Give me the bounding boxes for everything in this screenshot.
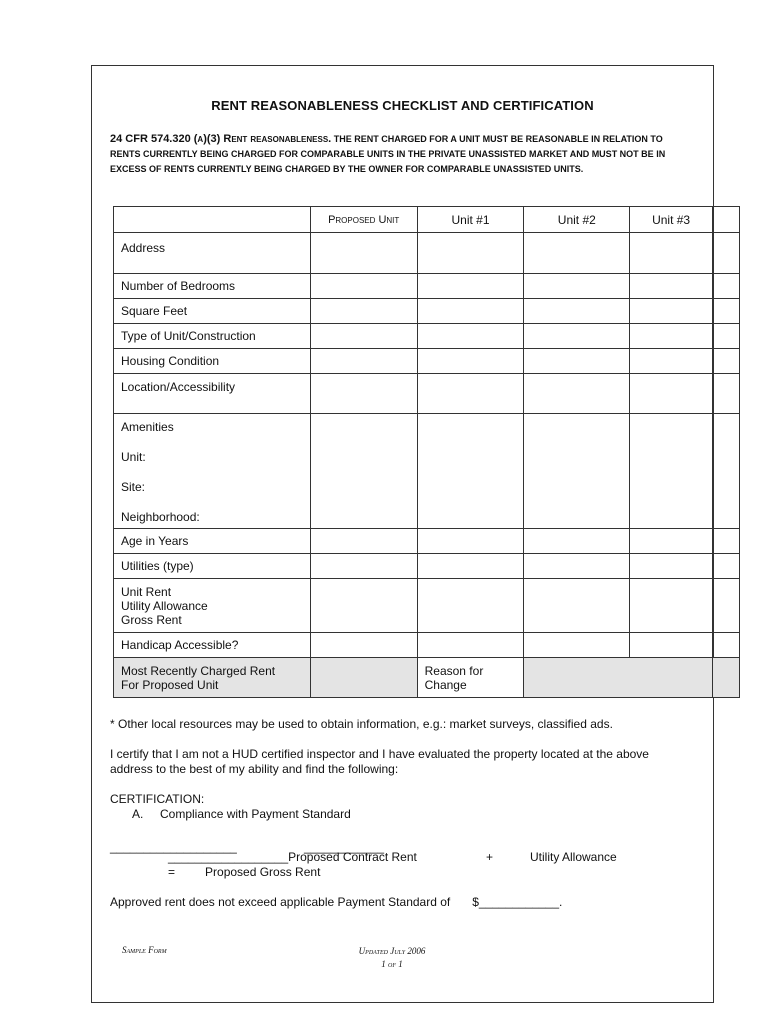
cfr-text: THE RENT CHARGED FOR A UNIT MUST BE REASONABLE IN RELATION TO RENTS CURRENTLY BEING CHARGED FOR COMPARABLE UNITS IN THE PRIVATE UNASSISTED MARKET AND MUST NOT BE IN EXCESS OF RENTS CURRENTLY BEING CHARGED BY THE OWNER FOR COMPARABLE UNASSISTED UNITS. [110, 134, 666, 174]
cell-input[interactable] [630, 633, 713, 658]
cell-extra [713, 579, 740, 633]
cell-input[interactable] [630, 299, 713, 324]
row-label-age: Age in Years [114, 529, 311, 554]
cell-input[interactable] [310, 414, 417, 529]
cell-input[interactable] [524, 274, 630, 299]
cell-input[interactable] [524, 324, 630, 349]
table-row [114, 579, 740, 633]
form-page [91, 65, 714, 1003]
cell-input[interactable] [417, 579, 524, 633]
amenities-unit-label: Unit: [121, 450, 146, 464]
amenities-label: Amenities [121, 420, 174, 434]
table-row [114, 554, 740, 579]
cell-input[interactable] [417, 274, 524, 299]
reason-for-change-label [417, 658, 524, 698]
header-cell-blank [114, 207, 311, 233]
table-row [114, 233, 740, 274]
cell-input[interactable] [524, 554, 630, 579]
table-header-row [114, 207, 740, 233]
cell-input[interactable] [310, 233, 417, 274]
row-label-handicap: Handicap Accessible? [114, 633, 311, 658]
cell-input[interactable] [310, 529, 417, 554]
cfr-citation: 24 CFR 574.320 (a)(3) Rent reasonableness. [110, 133, 332, 145]
cell-input[interactable] [417, 633, 524, 658]
reason-label-2: Change [424, 677, 467, 692]
table-row [114, 324, 740, 349]
comparison-table [113, 206, 740, 698]
cell-input[interactable] [310, 579, 417, 633]
resources-note: * Other local resources may be used to obtain information, e.g.: market surveys, classified ads. [110, 717, 613, 731]
cell-input[interactable] [524, 374, 630, 414]
certification-item-a: A. Compliance with Payment Standard [132, 807, 351, 821]
reason-input[interactable] [524, 658, 713, 698]
table-row [114, 633, 740, 658]
cell-input[interactable] [310, 554, 417, 579]
contract-rent-label: __________________Proposed Contract Rent [168, 850, 417, 864]
recent-rent-label-2: For Proposed Unit [121, 677, 219, 692]
plus-sign: + [486, 850, 494, 864]
table-row [114, 658, 740, 698]
cell-input[interactable] [630, 274, 713, 299]
certification-heading: CERTIFICATION: [110, 792, 205, 806]
footer-sample-form: Sample Form [122, 945, 167, 955]
cell-input[interactable] [417, 324, 524, 349]
footer-updated-date: Updated July 2006 [358, 946, 426, 956]
cell-input[interactable] [524, 529, 630, 554]
cell-input[interactable] [417, 414, 524, 529]
cell-input[interactable] [417, 374, 524, 414]
header-cell-extra [713, 207, 740, 233]
table-row [114, 274, 740, 299]
table-row [114, 299, 740, 324]
cell-extra [713, 529, 740, 554]
cell-input[interactable] [417, 529, 524, 554]
cell-input[interactable] [630, 529, 713, 554]
cell-input[interactable] [524, 349, 630, 374]
cell-input[interactable] [310, 324, 417, 349]
row-label-amenities [114, 414, 311, 529]
header-proposed-unit: Proposed Unit [310, 207, 417, 233]
cell-input[interactable] [524, 633, 630, 658]
table-row [114, 374, 740, 414]
cell-input[interactable] [630, 579, 713, 633]
utility-allowance-label: Utility Allowance [121, 598, 208, 613]
row-label-type: Type of Unit/Construction [114, 324, 311, 349]
cell-extra [713, 233, 740, 274]
header-unit-3: Unit #3 [630, 207, 713, 233]
reason-label-1: Reason for [424, 663, 484, 678]
cell-extra [713, 374, 740, 414]
certify-statement: I certify that I am not a HUD certified inspector and I have evaluated the property located at the above address to the best of my ability and find the following: [110, 747, 649, 776]
gross-rent-line: = Proposed Gross Rent [168, 865, 321, 879]
recent-rent-label-1: Most Recently Charged Rent [121, 663, 276, 678]
unit-rent-label: Unit Rent [121, 584, 172, 599]
cell-input[interactable] [630, 414, 713, 529]
header-unit-2: Unit #2 [524, 207, 630, 233]
footer-page-number: 1 of 1 [381, 959, 403, 969]
row-label-address: Address [114, 233, 311, 274]
row-label-location: Location/Accessibility [114, 374, 311, 414]
cell-input[interactable] [310, 658, 417, 698]
amenities-neighborhood-label: Neighborhood: [121, 510, 200, 524]
cell-extra [713, 658, 740, 698]
cell-input[interactable] [630, 554, 713, 579]
blank-line-1[interactable]: ___________________ [110, 840, 237, 854]
cell-input[interactable] [310, 374, 417, 414]
cell-input[interactable] [630, 349, 713, 374]
cell-input[interactable] [630, 233, 713, 274]
table-row [114, 414, 740, 529]
certification-block [110, 792, 351, 822]
header-unit-1: Unit #1 [417, 207, 524, 233]
cell-input[interactable] [310, 633, 417, 658]
cell-input[interactable] [524, 299, 630, 324]
cell-input[interactable] [310, 349, 417, 374]
cell-extra [713, 414, 740, 529]
cell-extra [713, 554, 740, 579]
cell-input[interactable] [310, 274, 417, 299]
footer-update [292, 945, 492, 971]
cell-input[interactable] [310, 299, 417, 324]
cell-input[interactable] [524, 579, 630, 633]
row-label-bedrooms: Number of Bedrooms [114, 274, 311, 299]
row-label-utilities: Utilities (type) [114, 554, 311, 579]
form-title: RENT REASONABLENESS CHECKLIST AND CERTIFICATION [211, 98, 594, 113]
gross-rent-label: Gross Rent [121, 612, 182, 627]
cfr-paragraph [110, 132, 673, 177]
cell-input[interactable] [630, 324, 713, 349]
row-label-rents [114, 579, 311, 633]
amenities-site-label: Site: [121, 480, 146, 494]
cell-input[interactable] [524, 414, 630, 529]
cell-extra [713, 633, 740, 658]
blank-line-2[interactable]: ____________ [304, 840, 385, 854]
row-label-square-feet: Square Feet [114, 299, 311, 324]
contract-rent-line [168, 850, 617, 864]
cell-input[interactable] [630, 374, 713, 414]
row-label-condition: Housing Condition [114, 349, 311, 374]
approved-rent-text: Approved rent does not exceed applicable Payment Standard of [110, 895, 451, 909]
cell-extra [713, 324, 740, 349]
row-label-recent-rent [114, 658, 311, 698]
cell-input[interactable] [524, 233, 630, 274]
cell-extra [713, 349, 740, 374]
cell-extra [713, 299, 740, 324]
utility-allowance-text: Utility Allowance [530, 850, 617, 864]
table-row [114, 349, 740, 374]
cell-input[interactable] [417, 554, 524, 579]
approved-rent-line [110, 895, 562, 909]
cell-input[interactable] [417, 349, 524, 374]
payment-standard-amount[interactable]: $____________. [472, 895, 563, 909]
cell-input[interactable] [417, 233, 524, 274]
cell-extra [713, 274, 740, 299]
cell-input[interactable] [417, 299, 524, 324]
table-row [114, 529, 740, 554]
